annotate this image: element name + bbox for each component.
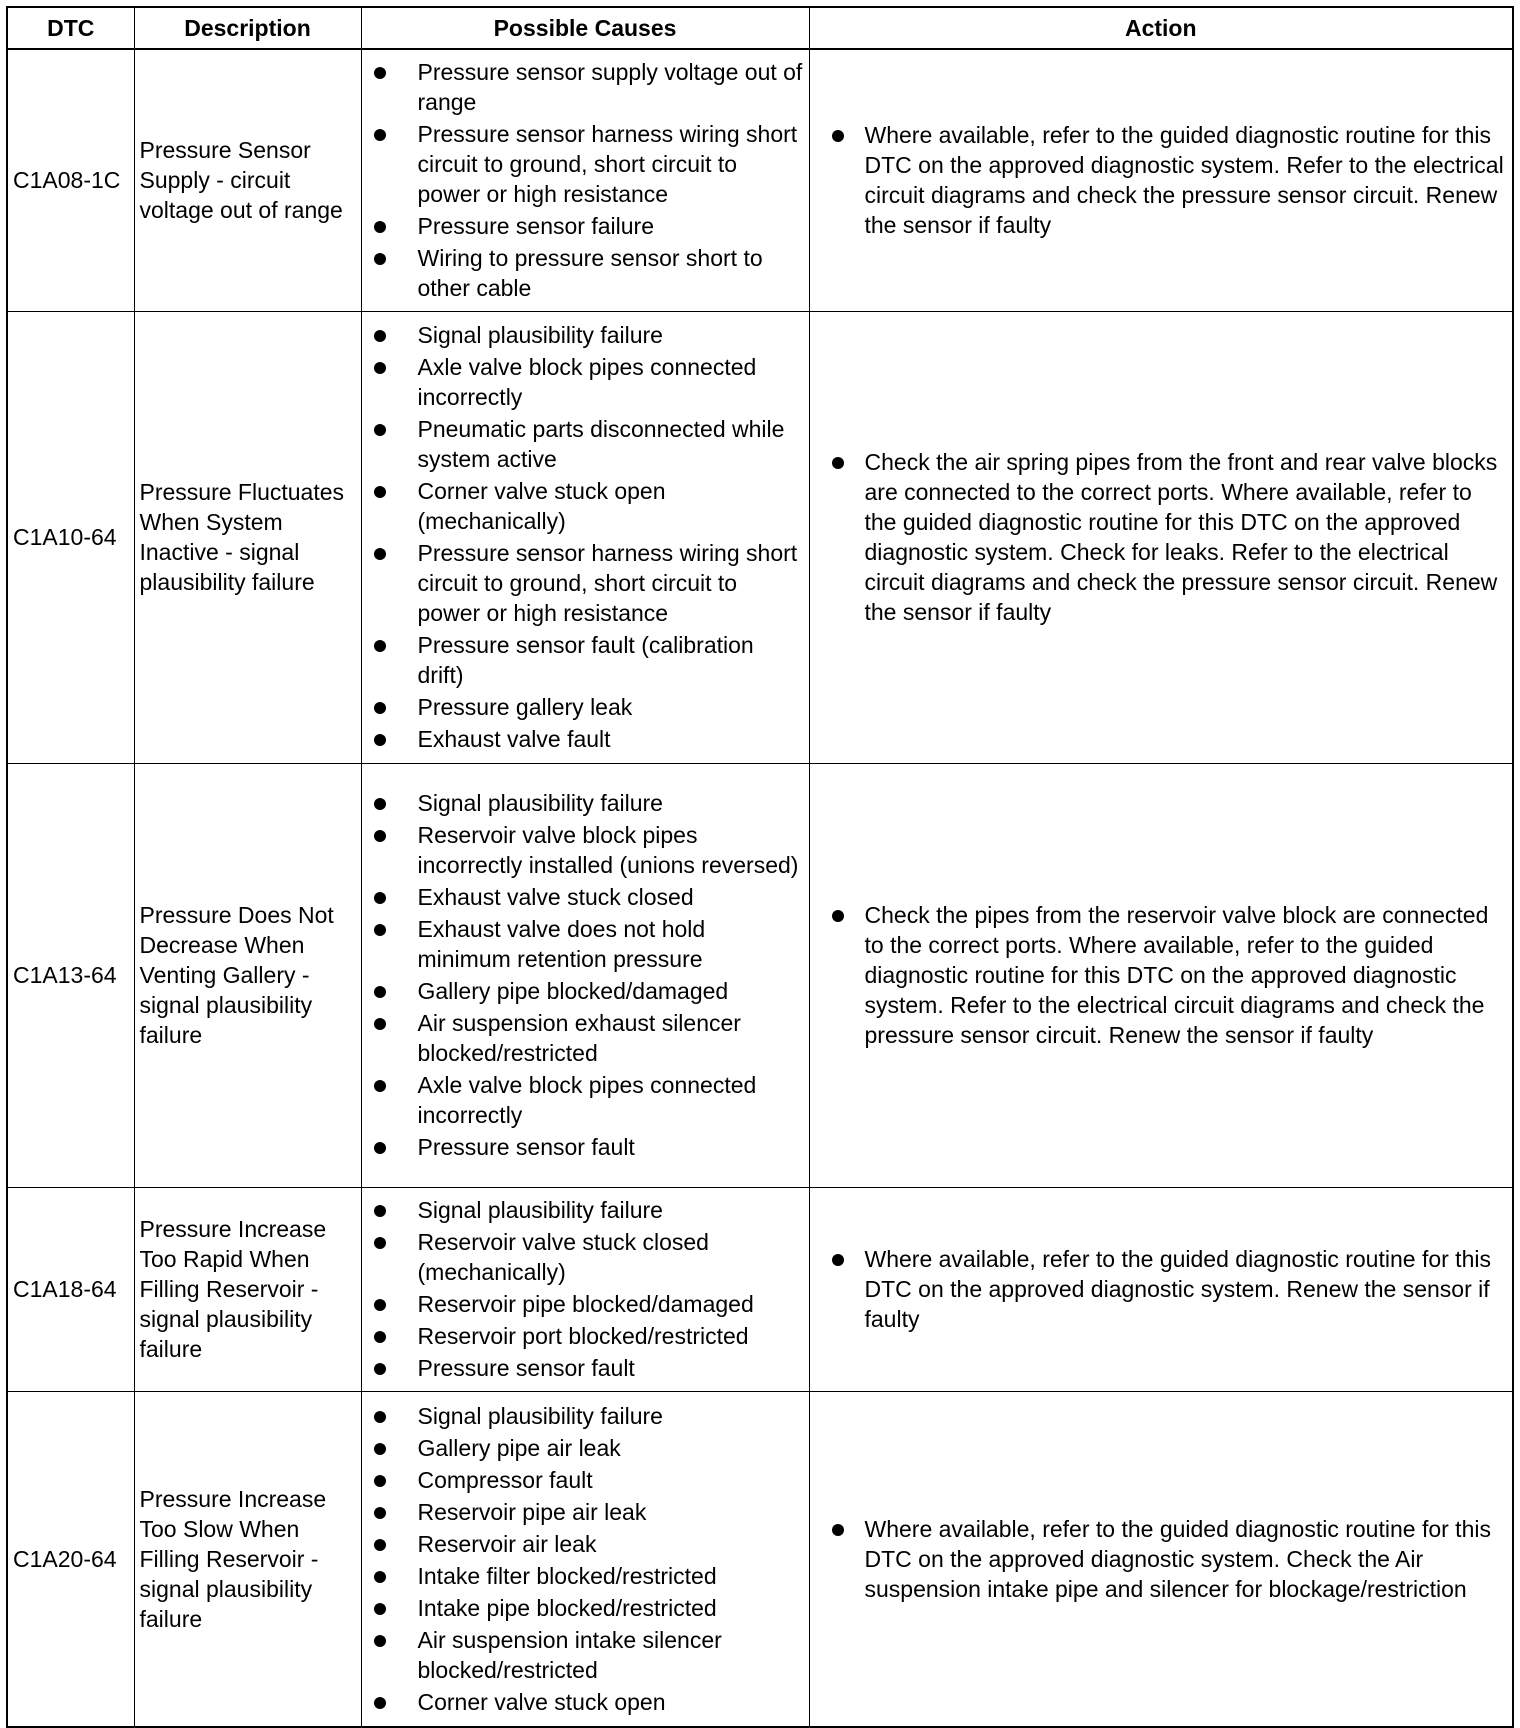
cause-item: Pressure sensor fault (calibration drift)	[372, 630, 805, 690]
bullet-icon	[832, 1254, 844, 1266]
cause-item: Reservoir valve stuck closed (mechanically)	[372, 1227, 805, 1287]
bullet-icon	[374, 129, 386, 141]
possible-causes	[361, 1187, 809, 1391]
action	[809, 763, 1513, 1187]
cause-item: Exhaust valve does not hold minimum retention pressure	[372, 914, 805, 974]
cause-item: Pressure sensor failure	[372, 211, 805, 241]
bullet-icon	[374, 1080, 386, 1092]
bullet-icon	[832, 1524, 844, 1536]
cause-item: Axle valve block pipes connected incorrectly	[372, 352, 805, 412]
cause-item: Exhaust valve stuck closed	[372, 882, 805, 912]
action-item: Where available, refer to the guided diagnostic routine for this DTC on the approved diagnostic system. Renew the sensor if faulty	[830, 1244, 1505, 1334]
bullet-icon	[374, 798, 386, 810]
bullet-icon	[374, 1603, 386, 1615]
dtc-code: C1A20-64	[7, 1391, 134, 1727]
bullet-icon	[374, 830, 386, 842]
dtc-table	[6, 6, 1514, 1728]
dtc-description: Pressure Increase Too Rapid When Filling Reservoir - signal plausibility failure	[134, 1187, 361, 1391]
bullet-icon	[374, 330, 386, 342]
cause-item: Air suspension intake silencer blocked/restricted	[372, 1625, 805, 1685]
table-header	[7, 7, 1513, 49]
bullet-icon	[374, 1237, 386, 1249]
bullet-icon	[374, 1571, 386, 1583]
cause-item: Reservoir air leak	[372, 1529, 805, 1559]
header-description: Description	[134, 7, 361, 49]
cause-item: Corner valve stuck open (mechanically)	[372, 476, 805, 536]
cause-item: Pressure sensor harness wiring short circuit to ground, short circuit to power or high resistance	[372, 119, 805, 209]
bullet-icon	[374, 548, 386, 560]
table-body	[7, 49, 1513, 1727]
bullet-icon	[374, 1697, 386, 1709]
bullet-icon	[374, 1443, 386, 1455]
bullet-icon	[374, 221, 386, 233]
cause-item: Pressure gallery leak	[372, 692, 805, 722]
dtc-code: C1A08-1C	[7, 49, 134, 311]
table-row	[7, 1391, 1513, 1727]
possible-causes	[361, 1391, 809, 1727]
possible-causes	[361, 763, 809, 1187]
dtc-code: C1A18-64	[7, 1187, 134, 1391]
action	[809, 1187, 1513, 1391]
cause-item: Compressor fault	[372, 1465, 805, 1495]
dtc-code: C1A10-64	[7, 311, 134, 763]
bullet-icon	[374, 734, 386, 746]
dtc-description: Pressure Does Not Decrease When Venting Gallery - signal plausibility failure	[134, 763, 361, 1187]
cause-item: Pressure sensor fault	[372, 1132, 805, 1162]
possible-causes	[361, 311, 809, 763]
bullet-icon	[832, 910, 844, 922]
table-row	[7, 311, 1513, 763]
cause-item: Gallery pipe air leak	[372, 1433, 805, 1463]
action-item: Where available, refer to the guided diagnostic routine for this DTC on the approved diagnostic system. Refer to the electrical circuit diagrams and check the pressure sensor circuit. Renew the sensor if faulty	[830, 120, 1505, 240]
cause-item: Intake filter blocked/restricted	[372, 1561, 805, 1591]
cause-item: Exhaust valve fault	[372, 724, 805, 754]
bullet-icon	[832, 457, 844, 469]
bullet-icon	[374, 1018, 386, 1030]
bullet-icon	[374, 986, 386, 998]
action	[809, 1391, 1513, 1727]
cause-item: Signal plausibility failure	[372, 320, 805, 350]
cause-item: Signal plausibility failure	[372, 1401, 805, 1431]
bullet-icon	[374, 1205, 386, 1217]
cause-item: Signal plausibility failure	[372, 788, 805, 818]
bullet-icon	[832, 130, 844, 142]
bullet-icon	[374, 253, 386, 265]
dtc-code: C1A13-64	[7, 763, 134, 1187]
bullet-icon	[374, 1507, 386, 1519]
cause-item: Air suspension exhaust silencer blocked/restricted	[372, 1008, 805, 1068]
bullet-icon	[374, 424, 386, 436]
header-action: Action	[809, 7, 1513, 49]
cause-item: Reservoir pipe blocked/damaged	[372, 1289, 805, 1319]
dtc-description: Pressure Increase Too Slow When Filling Reservoir - signal plausibility failure	[134, 1391, 361, 1727]
bullet-icon	[374, 1363, 386, 1375]
table-row	[7, 49, 1513, 311]
bullet-icon	[374, 1331, 386, 1343]
bullet-icon	[374, 1475, 386, 1487]
possible-causes	[361, 49, 809, 311]
bullet-icon	[374, 1539, 386, 1551]
bullet-icon	[374, 1411, 386, 1423]
cause-item: Corner valve stuck open	[372, 1687, 805, 1717]
bullet-icon	[374, 1635, 386, 1647]
dtc-description: Pressure Sensor Supply - circuit voltage out of range	[134, 49, 361, 311]
cause-item: Wiring to pressure sensor short to other cable	[372, 243, 805, 303]
header-causes: Possible Causes	[361, 7, 809, 49]
cause-item: Pressure sensor harness wiring short circuit to ground, short circuit to power or high resistance	[372, 538, 805, 628]
bullet-icon	[374, 1299, 386, 1311]
bullet-icon	[374, 892, 386, 904]
action	[809, 311, 1513, 763]
bullet-icon	[374, 702, 386, 714]
action-item: Check the air spring pipes from the front and rear valve blocks are connected to the correct ports. Where available, refer to the guided diagnostic routine for this DTC on the approved diagnostic system. Check for leaks. Refer to the electrical circuit diagrams and check the pressure sensor circuit. Renew the sensor if faulty	[830, 447, 1505, 627]
cause-item: Reservoir port blocked/restricted	[372, 1321, 805, 1351]
action-item: Check the pipes from the reservoir valve block are connected to the correct ports. Where available, refer to the guided diagnostic routine for this DTC on the approved diagnostic system. Refer to the electrical circuit diagrams and check the pressure sensor circuit. Renew the sensor if faulty	[830, 900, 1505, 1050]
header-dtc: DTC	[7, 7, 134, 49]
cause-item: Reservoir pipe air leak	[372, 1497, 805, 1527]
dtc-description: Pressure Fluctuates When System Inactive - signal plausibility failure	[134, 311, 361, 763]
cause-item: Reservoir valve block pipes incorrectly installed (unions reversed)	[372, 820, 805, 880]
bullet-icon	[374, 924, 386, 936]
cause-item: Intake pipe blocked/restricted	[372, 1593, 805, 1623]
bullet-icon	[374, 362, 386, 374]
bullet-icon	[374, 486, 386, 498]
action-item: Where available, refer to the guided diagnostic routine for this DTC on the approved diagnostic system. Check the Air suspension intake pipe and silencer for blockage/restriction	[830, 1514, 1505, 1604]
cause-item: Pressure sensor supply voltage out of range	[372, 57, 805, 117]
cause-item: Axle valve block pipes connected incorrectly	[372, 1070, 805, 1130]
cause-item: Gallery pipe blocked/damaged	[372, 976, 805, 1006]
table-row	[7, 1187, 1513, 1391]
cause-item: Pressure sensor fault	[372, 1353, 805, 1383]
bullet-icon	[374, 1142, 386, 1154]
table-row	[7, 763, 1513, 1187]
action	[809, 49, 1513, 311]
cause-item: Pneumatic parts disconnected while system active	[372, 414, 805, 474]
bullet-icon	[374, 67, 386, 79]
cause-item: Signal plausibility failure	[372, 1195, 805, 1225]
bullet-icon	[374, 640, 386, 652]
